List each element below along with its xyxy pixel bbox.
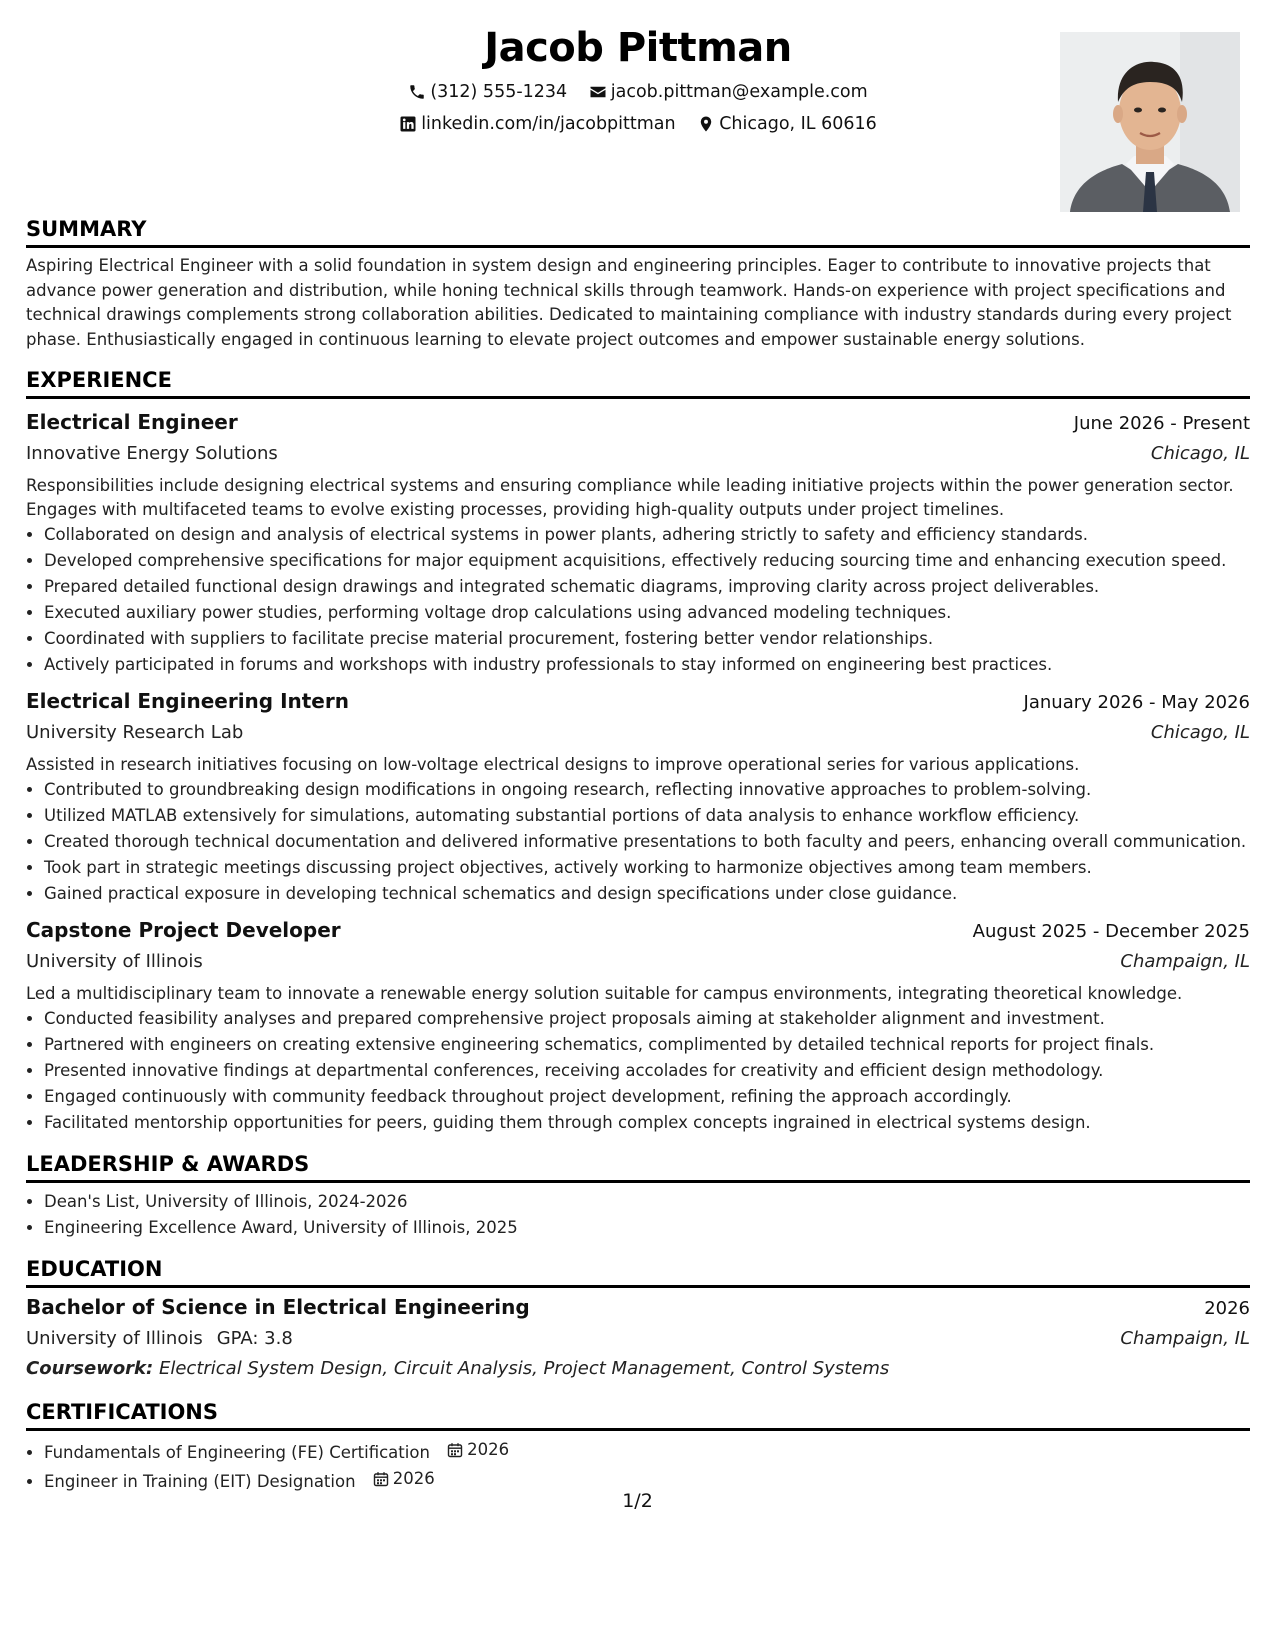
school-name: University of Illinois xyxy=(26,1328,203,1349)
list-item: • Gained practical exposure in developing technical schematics and design specifications under close guidance. xyxy=(44,881,1250,907)
job-date: June 2026 - Present xyxy=(1073,413,1250,434)
certification-name: Engineer in Training (EIT) Designation xyxy=(44,1472,356,1491)
awards-heading: LEADERSHIP & AWARDS xyxy=(26,1150,1250,1183)
list-item: • Presented innovative findings at departmental conferences, receiving accolades for creativity and efficient design methodology. xyxy=(44,1058,1250,1084)
email-text[interactable]: jacob.pittman@example.com xyxy=(610,82,868,102)
certification-name: Fundamentals of Engineering (FE) Certification xyxy=(44,1443,430,1462)
page-number: 1/2 xyxy=(622,1490,653,1512)
job-org-row xyxy=(26,439,1250,469)
job-organization: University of Illinois xyxy=(26,951,203,972)
list-item: • Actively participated in forums and workshops with industry professionals to stay informed on engineering best practices. xyxy=(44,652,1250,678)
list-item: • Executed auxiliary power studies, performing voltage drop calculations using advanced modeling techniques. xyxy=(44,600,1250,626)
list-item xyxy=(44,1437,1250,1466)
degree-row xyxy=(26,1292,1250,1324)
coursework-text: Electrical System Design, Circuit Analysis, Project Management, Control Systems xyxy=(158,1358,890,1379)
contact-email[interactable] xyxy=(589,80,868,104)
job-date: January 2026 - May 2026 xyxy=(1023,692,1250,713)
resume-header xyxy=(26,0,1250,225)
job-title-row xyxy=(26,686,1250,718)
job-bullets xyxy=(26,522,1250,678)
awards-section xyxy=(26,1150,1250,1241)
phone-icon xyxy=(408,83,426,101)
job-bullets xyxy=(26,777,1250,907)
job-organization: University Research Lab xyxy=(26,722,244,743)
job-description: Responsibilities include designing electrical systems and ensuring compliance while leading initiative projects within the power generation sector. Engages with multifaceted teams to evolve existing processes, providing high-quality outputs under project timelines. xyxy=(26,476,1234,519)
phone-text: (312) 555-1234 xyxy=(430,82,568,102)
list-item: • Coordinated with suppliers to facilitate precise material procurement, fostering better vendor relationships. xyxy=(44,626,1250,652)
list-item: • Dean's List, University of Illinois, 2024-2026 xyxy=(44,1189,1250,1215)
gpa: GPA: 3.8 xyxy=(216,1328,293,1349)
school-row xyxy=(26,1324,1250,1354)
job-entry xyxy=(26,407,1250,678)
job-location: Chicago, IL xyxy=(1150,443,1250,464)
coursework-label: Coursework: xyxy=(26,1358,154,1379)
job-location: Chicago, IL xyxy=(1150,722,1250,743)
job-date: August 2025 - December 2025 xyxy=(972,921,1250,942)
job-title: Electrical Engineering Intern xyxy=(26,689,349,713)
school-location: Champaign, IL xyxy=(1120,1328,1250,1349)
job-location: Champaign, IL xyxy=(1120,951,1250,972)
candidate-name: Jacob Pittman xyxy=(484,25,792,71)
contact-linkedin[interactable] xyxy=(399,112,675,136)
contact-location xyxy=(697,112,877,136)
job-title-row xyxy=(26,915,1250,947)
list-item: • Conducted feasibility analyses and prepared comprehensive project proposals aiming at stakeholder alignment and investment. xyxy=(44,1006,1250,1032)
list-item: • Contributed to groundbreaking design modifications in ongoing research, reflecting innovative approaches to problem-solving. xyxy=(44,777,1250,803)
job-org-row xyxy=(26,947,1250,977)
list-item: • Took part in strategic meetings discussing project objectives, actively working to harmonize objectives among team members. xyxy=(44,855,1250,881)
certification-year: 2026 xyxy=(467,1440,510,1459)
portrait-illustration xyxy=(1060,32,1240,212)
certification-date xyxy=(373,1466,435,1492)
awards-list xyxy=(26,1189,1250,1241)
degree-title: Bachelor of Science in Electrical Engineering xyxy=(26,1295,530,1319)
location-text: Chicago, IL 60616 xyxy=(719,114,877,134)
certification-date xyxy=(447,1437,509,1463)
list-item: • Prepared detailed functional design drawings and integrated schematic diagrams, improving clarity across project deliverables. xyxy=(44,574,1250,600)
job-title-row xyxy=(26,407,1250,439)
job-entry xyxy=(26,915,1250,1136)
linkedin-text[interactable]: linkedin.com/in/jacobpittman xyxy=(421,114,676,134)
experience-heading: EXPERIENCE xyxy=(26,366,1250,399)
calendar-icon xyxy=(447,1442,463,1458)
experience-section xyxy=(26,366,1250,1136)
list-item: • Engaged continuously with community feedback throughout project development, refining the approach accordingly. xyxy=(44,1084,1250,1110)
list-item: • Utilized MATLAB extensively for simulations, automating substantial portions of data analysis to enhance workflow efficiency. xyxy=(44,803,1250,829)
list-item: • Engineering Excellence Award, University of Illinois, 2025 xyxy=(44,1215,1250,1241)
list-item: • Collaborated on design and analysis of electrical systems in power plants, adhering strictly to safety and efficiency standards. xyxy=(44,522,1250,548)
summary-section xyxy=(26,215,1250,352)
coursework xyxy=(26,1354,1250,1384)
calendar-icon xyxy=(373,1471,389,1487)
certifications-section xyxy=(26,1398,1250,1495)
list-item: • Created thorough technical documentation and delivered informative presentations to both faculty and peers, enhancing overall communication. xyxy=(44,829,1250,855)
job-entry xyxy=(26,686,1250,907)
certifications-list xyxy=(26,1437,1250,1495)
list-item: • Partnered with engineers on creating extensive engineering schematics, complimented by detailed technical reports for project finals. xyxy=(44,1032,1250,1058)
list-item: • Facilitated mentorship opportunities for peers, guiding them through complex concepts ingrained in electrical systems design. xyxy=(44,1110,1250,1136)
profile-photo xyxy=(1060,32,1240,212)
linkedin-icon xyxy=(399,115,417,133)
map-pin-icon xyxy=(697,115,715,133)
envelope-icon xyxy=(589,83,607,101)
job-org-row xyxy=(26,718,1250,748)
education-section xyxy=(26,1255,1250,1384)
school-info xyxy=(26,1324,293,1354)
job-bullets xyxy=(26,1006,1250,1136)
certification-year: 2026 xyxy=(392,1469,435,1488)
graduation-year: 2026 xyxy=(1204,1298,1250,1319)
summary-text: Aspiring Electrical Engineer with a solid foundation in system design and engineering principles. Eager to contribute to innovative projects that advance power generation and distribution, while honing technical skills through teamwork. Hands-on experience with project specifications and technical drawings complements strong collaboration abilities. Dedicated to maintaining compliance with industry standards during every project phase. Enthusiastically engaged in continuous learning to elevate project outcomes and empower sustainable energy solutions. xyxy=(26,256,1232,349)
job-title: Capstone Project Developer xyxy=(26,918,341,942)
job-description: Assisted in research initiatives focusing on low-voltage electrical designs to improve operational series for various applications. xyxy=(26,755,1080,774)
certifications-heading: CERTIFICATIONS xyxy=(26,1398,1250,1431)
education-heading: EDUCATION xyxy=(26,1255,1250,1288)
resume-page xyxy=(26,0,1250,1495)
summary-heading: SUMMARY xyxy=(26,215,1250,248)
job-title: Electrical Engineer xyxy=(26,410,238,434)
job-organization: Innovative Energy Solutions xyxy=(26,443,278,464)
job-description: Led a multidisciplinary team to innovate a renewable energy solution suitable for campus environments, integrating theoretical knowledge. xyxy=(26,984,1183,1003)
list-item: • Developed comprehensive specifications for major equipment acquisitions, effectively reducing sourcing time and enhancing execution speed. xyxy=(44,548,1250,574)
contact-phone xyxy=(408,80,567,104)
